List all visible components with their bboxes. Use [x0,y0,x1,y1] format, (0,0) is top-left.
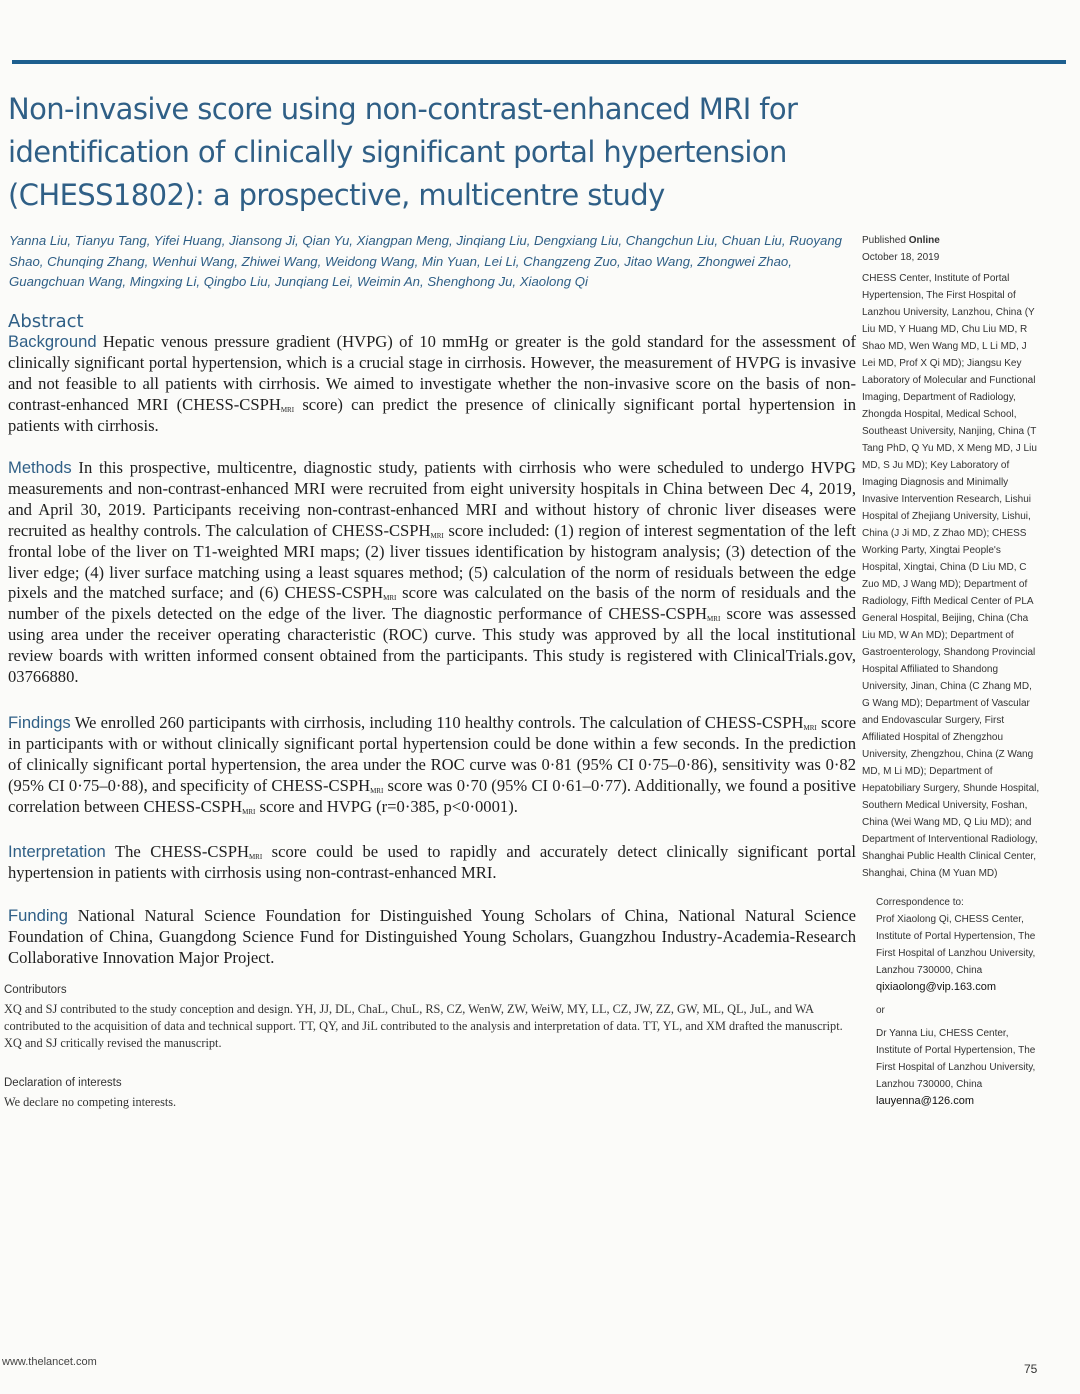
contributors-heading: Contributors [4,984,67,996]
correspondence-address-1: Prof Xiaolong Qi, CHESS Center, Institute of Portal Hypertension, The First Hospital of Lanzhou University, Lanzhou 730000, China [876,914,1036,976]
interpretation-label: Interpretation [8,842,106,861]
correspondence-address-2: Dr Yanna Liu, CHESS Center, Institute of Portal Hypertension, The First Hospital of Lanzhou University, Lanzhou 730000, China [876,1028,1036,1090]
correspondence [862,894,1040,1110]
published-info: Published Online October 18, 2019 [862,235,940,263]
email-link-1[interactable]: qixiaolong@vip.163.com [876,981,997,993]
published-date: October 18, 2019 [862,252,940,263]
declaration-heading: Declaration of interests [4,1077,122,1089]
abstract-methods: Methods In this prospective, multicentre, diagnostic study, patients with cirrhosis who were scheduled to undergo HVPG measurements and non-contrast-enhanced MRI were recruited from eight university hospitals in China between Dec 4, 2019, and April 30, 2019. Participants receiving non-contrast-enhanced MRI and without history of chronic liver diseases were recruited as healthy controls. The calculation of CHESS-$CSPH_{MRI}$ score included: (1) region of interest segmentation of the left frontal lobe of the liver on T1-weighted MRI maps; (2) liver tissues identification by histogram analysis; (3) detection of the liver edge; (4) liver surface matching using a least squares method; (5) calculation of the norm of residuals between the edge pixels and the matched surface; and (6) CHESS-$CSPH_{MRI}$ score was calculated on the basis of the norm of residuals and the number of the pixels detected on the edge of the liver. The diagnostic performance of CHESS-$CSPH_{MRI}$ score was assessed using area under the receiver operating characteristic (ROC) curve. This study was approved by all the local institutional review boards with written informed consent obtained from the participants. This study is registered with ClinicalTrials.gov, 03766880. [8,458,856,687]
affiliations: CHESS Center, Institute of Portal Hypertension, The First Hospital of Lanzhou University, Lanzhou, China (Y Liu MD, Y Huang MD, Chu Liu MD, R Shao MD, Wen Wang MD, L Li MD, J Lei MD, Prof X Qi MD); Jiangsu Key Laboratory of Molecular and Functional Imaging, Department of Radiology, Zhongda Hospital, Medical School, Southeast University, Nanjing, China (T Tang PhD, Q Yu MD, X Meng MD, J Liu MD, S Ju MD); Key Laboratory of Imaging Diagnosis and Minimally Invasive Intervention Research, Lishui Hospital of Zhejiang University, Lishui, China (J Ji MD, Z Zhao MD); CHESS Working Party, Xingtai People's Hospital, Xingtai, China (D Liu MD, C Zuo MD, J Wang MD); Department of Radiology, Fifth Medical Center of PLA General Hospital, Beijing, China (Cha Liu MD, W An MD); Department of Gastroenterology, Shandong Provincial Hospital Affiliated to Shandong University, Jinan, China (C Zhang MD, G Wang MD); Department of Vascular and Endovascular Surgery, First Affiliated Hospital of Zhengzhou University, Zhengzhou, China (Z Wang MD, M Li MD); Department of Hepatobiliary Surgery, Shunde Hospital, Southern Medical University, Foshan, China (Wei Wang MD, Q Liu MD); and Department of Interventional Radiology, Shanghai Public Health Clinical Center, Shanghai, China (M Yuan MD) [862,273,1040,879]
abstract-heading: Abstract [8,311,84,332]
article-title: Non-invasive score using non-contrast-enhanced MRI for identification of clinically significant portal hypertension (CHESS1802): a prospective, multicentre study [8,92,798,212]
email-link-2[interactable]: lauyenna@126.com [876,1095,975,1107]
header-rule [12,60,1066,64]
or-text: or [876,1005,885,1016]
declaration-text: We declare no competing interests. [4,1095,177,1109]
page-number: 75 [1024,1362,1038,1376]
background-label: Background [8,332,97,351]
sidebar [862,232,1040,1110]
correspondence-label: Correspondence to: [876,897,964,908]
abstract-findings: Findings We enrolled 260 participants with cirrhosis, including 110 healthy controls. The calculation of CHESS-$CSPH_{MRI}$ score in participants with or without clinically significant portal hypertension could be done within a few seconds. In the prediction of clinically significant portal hypertension, the area under the ROC curve was 0·81 (95% CI 0·75–0·86), sensitivity was 0·82 (95% CI 0·75–0·88), and specificity of CHESS-$CSPH_{MRI}$ score was 0·70 (95% CI 0·61–0·77). Additionally, we found a positive correlation between CHESS-$CSPH_{MRI}$ score and HVPG (r=0·385, p<0·0001). [8,713,857,816]
methods-label: Methods [8,458,72,477]
author-list: Yanna Liu, Tianyu Tang, Yifei Huang, Jiansong Ji, Qian Yu, Xiangpan Meng, Jinqiang Liu, Dengxiang Liu, Changchun Liu, Chuan Liu, Ruoyang Shao, Chunqing Zhang, Wenhui Wang, Zhiwei Wang, Weidong Wang, Min Yuan, Lei Li, Changzeng Zuo, Jitao Wang, Zhongwei Zhao, Guangchuan Wang, Mingxing Li, Qingbo Liu, Junqiang Lei, Weimin An, Shenghong Ju, Xiaolong Qi [9,233,842,290]
funding-label: Funding [8,906,68,925]
contributors-text: XQ and SJ contributed to the study conception and design. YH, JJ, DL, ChaL, ChuL, RS, CZ, WenW, ZW, WeiW, MY, LL, CZ, JW, ZZ, GW, ML, QL, JuL, and WA contributed to the acquisition of data and technical support. TT, QY, and JiL contributed to the analysis and interpretation of data. TT, YL, and XM drafted the manuscript. XQ and SJ critically revised the manuscript. [4,1002,843,1050]
abstract-background: Background Hepatic venous pressure gradient (HVPG) of 10 mmHg or greater is the gold standard for the assessment of clinically significant portal hypertension, which is a crucial stage in cirrhosis. However, the measurement of HVPG is invasive and not feasible to all patients with cirrhosis. We aimed to investigate whether the non-invasive score on the basis of non-contrast-enhanced MRI ($CHESS-CSPH_{MRI}$ score) can predict the presence of clinically significant portal hypertension in patients with cirrhosis. [8,332,856,435]
findings-label: Findings [8,713,71,732]
abstract-interpretation: Interpretation The CHESS-$CSPH_{MRI}$ score could be used to rapidly and accurately detect clinically significant portal hypertension in patients with cirrhosis using non-contrast-enhanced MRI. [8,842,856,882]
footer-url[interactable]: www.thelancet.com [2,1356,97,1368]
abstract-funding: Funding National Natural Science Foundation for Distinguished Young Scholars of China, National Natural Science Foundation of China, Guangdong Science Fund for Distinguished Young Scholars, Guangzhou Industry-Academia-Research Collaborative Innovation Major Project. [8,906,856,967]
